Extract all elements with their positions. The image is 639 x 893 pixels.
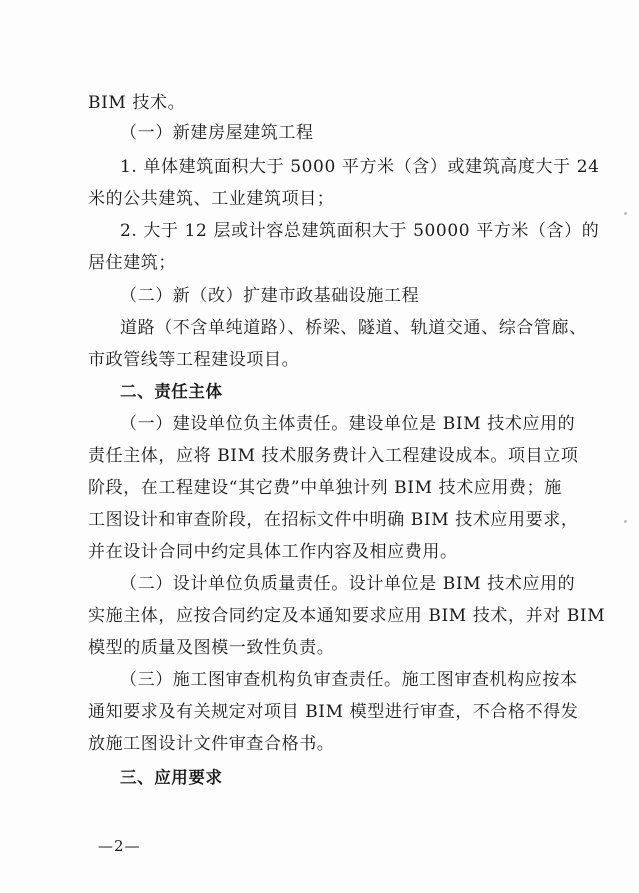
construction-unit-line-2: 责任主体，应将 BIM 技术服务费计入工程建设成本。项目立项 [88, 446, 579, 466]
text-line-continuation: BIM 技术。 [88, 93, 186, 113]
design-unit-line-1: （二）设计单位负质量责任。设计单位是 BIM 技术应用的 [120, 574, 576, 594]
page-number: —2— [98, 837, 141, 855]
review-agency-line-1: （三）施工图审查机构负审查责任。施工图审查机构应按本 [120, 670, 578, 690]
review-agency-line-3: 放施工图设计文件审查合格书。 [88, 734, 335, 754]
municipal-line-2: 市政管线等工程建设项目。 [88, 350, 300, 370]
construction-unit-line-1: （一）建设单位负主体责任。建设单位是 BIM 技术应用的 [120, 414, 576, 434]
section-heading-application: 三、应用要求 [120, 768, 223, 787]
subsection-heading-municipal: （二）新（改）扩建市政基础设施工程 [120, 286, 420, 306]
construction-unit-line-5: 并在设计合同中约定具体工作内容及相应费用。 [88, 542, 458, 562]
item-1-line-1: 1. 单体建筑面积大于 5000 平方米（含）或建筑高度大于 24 [120, 157, 600, 177]
item-2-line-1: 2. 大于 12 层或计容总建筑面积大于 50000 平方米（含）的 [120, 221, 600, 241]
design-unit-line-2: 实施主体，应按合同约定及本通知要求应用 BIM 技术，并对 BIM [88, 606, 606, 626]
design-unit-line-3: 模型的质量及图模一致性负责。 [88, 638, 335, 658]
construction-unit-line-3: 阶段，在工程建设“其它费”中单独计列 BIM 技术应用费；施 [88, 478, 562, 498]
item-1-line-2: 米的公共建筑、工业建筑项目； [88, 189, 335, 209]
municipal-line-1: 道路（不含单纯道路）、桥梁、隧道、轨道交通、综合管廊、 [120, 318, 587, 338]
section-heading-responsibility: 二、责任主体 [120, 382, 223, 401]
scan-edge-mark [624, 520, 627, 523]
subsection-heading-new-housing: （一）新建房屋建筑工程 [120, 123, 314, 143]
review-agency-line-2: 通知要求及有关规定对项目 BIM 模型进行审查，不合格不得发 [88, 702, 579, 722]
construction-unit-line-4: 工图设计和审查阶段，在招标文件中明确 BIM 技术应用要求， [88, 510, 579, 530]
scan-edge-mark [624, 212, 627, 215]
item-2-line-2: 居住建筑； [88, 253, 176, 273]
